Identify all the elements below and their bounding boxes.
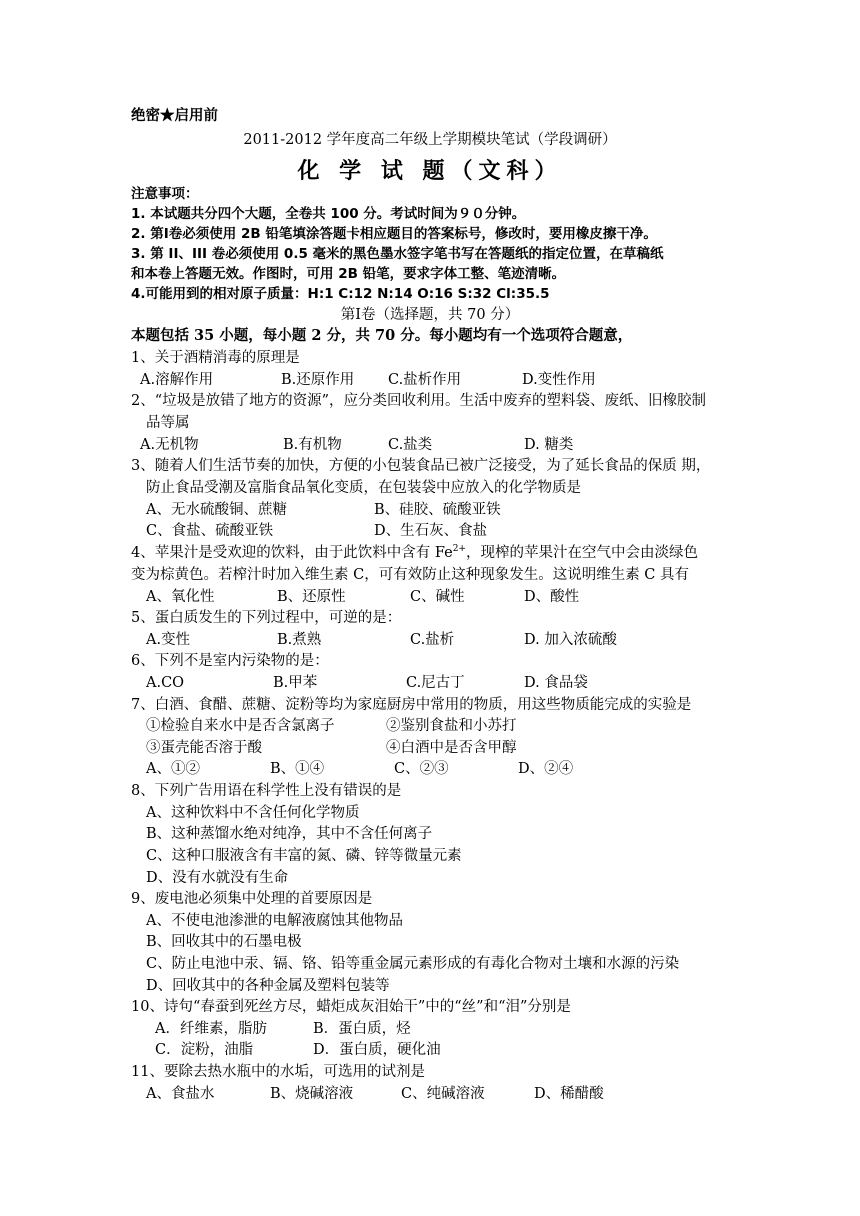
option: A、食盐水 <box>146 1086 215 1102</box>
notice-item: 3. 第 II、III 卷必须使用 0.5 毫米的黑色墨水签字笔书写在答题纸的指定位置，在草稿纸 <box>131 246 664 262</box>
option: B、①④ <box>270 761 325 777</box>
list-item: ①检验自来水中是否含氯离子 <box>146 718 335 734</box>
option: C、碱性 <box>410 589 465 605</box>
notice-item: 1. 本试题共分四个大题，全卷共 100 分。考试时间为９０分钟。 <box>131 206 526 222</box>
option: C、防止电池中汞、镉、铬、铅等重金属元素形成的有毒化合物对土壤和水源的污染 <box>146 956 680 972</box>
option: C、②③ <box>394 761 449 777</box>
stem-text: 4、苹果汁是受欢迎的饮料，由于此饮料中含有 Fe <box>131 545 453 561</box>
option: B、这种蒸馏水绝对纯净，其中不含任何离子 <box>146 826 433 842</box>
question-stem: 5、蛋白质发生的下列过程中，可逆的是： <box>131 610 402 626</box>
option: C.盐析 <box>410 632 455 648</box>
notice-item: 2. 第Ⅰ卷必须使用 2B 铅笔填涂答题卡相应题目的答案标号，修改时，要用橡皮擦干净。 <box>131 226 657 242</box>
option: C.盐类 <box>388 437 433 453</box>
option: B．蛋白质，烃 <box>313 1021 411 1037</box>
page-title: 化 学 试 题（文科） <box>297 158 563 184</box>
option: D、稀醋酸 <box>534 1086 604 1102</box>
option: A、无水硫酸铜、蔗糖 <box>146 502 287 518</box>
question-stem: 变为棕黄色。若榨汁时加入维生素 C，可有效防止这种现象发生。这说明维生素 C 具有 <box>131 567 690 583</box>
question-stem: 9、废电池必须集中处理的首要原因是 <box>131 891 373 907</box>
option: A.无机物 <box>140 437 199 453</box>
question-stem: 7、白酒、食醋、蔗糖、淀粉等均为家庭厨房中常用的物质，用这些物质能完成的实验是 <box>131 697 692 713</box>
option: D. 糖类 <box>524 437 574 453</box>
question-stem <box>131 543 698 563</box>
secret-mark: 绝密★启用前 <box>131 107 218 124</box>
option: A．纤维素，脂肪 <box>155 1021 267 1037</box>
exam-name: 2011-2012 学年度高二年级上学期模块笔试（学段调研） <box>243 132 617 148</box>
question-stem: 6、下列不是室内污染物的是： <box>131 653 329 669</box>
notice-heading: 注意事项： <box>131 186 199 202</box>
option: C.尼古丁 <box>406 675 465 691</box>
question-stem: 品等属 <box>146 415 190 431</box>
notice-item: 和本卷上答题无效。作图时，可用 2B 铅笔，要求字体工整、笔迹清晰。 <box>131 266 566 282</box>
option: D.变性作用 <box>522 372 596 388</box>
stem-text: ，现榨的苹果汁在空气中会由淡绿色 <box>465 545 698 561</box>
option: B、烧碱溶液 <box>270 1086 354 1102</box>
option: B.还原作用 <box>281 372 355 388</box>
option: B.有机物 <box>283 437 342 453</box>
option: A.溶解作用 <box>140 372 214 388</box>
option: B、还原性 <box>277 589 346 605</box>
option: B.煮熟 <box>277 632 322 648</box>
option: D、生石灰、食盐 <box>374 523 488 539</box>
option: B.甲苯 <box>273 675 318 691</box>
question-stem: 10、诗句“春蚕到死丝方尽，蜡炬成灰泪始干”中的“丝”和“泪”分别是 <box>131 999 571 1015</box>
list-item: ③蛋壳能否溶于酸 <box>146 740 262 756</box>
option: D、回收其中的各种金属及塑料包装等 <box>146 978 390 994</box>
superscript: 2+ <box>452 544 466 555</box>
option: D、酸性 <box>524 589 580 605</box>
question-stem: 防止食品受潮及富脂食品氧化变质，在包装袋中应放入的化学物质是 <box>146 480 581 496</box>
notice-item: 4.可能用到的相对原子质量：H:1 C:12 N:14 O:16 S:32 Cl:35.5 <box>131 286 550 302</box>
option: A、不使电池渗泄的电解液腐蚀其他物品 <box>146 913 403 929</box>
option: A、这种饮料中不含任何化学物质 <box>146 805 360 821</box>
list-item: ②鉴别食盐和小苏打 <box>386 718 517 734</box>
option: C、这种口服液含有丰富的氮、磷、锌等微量元素 <box>146 848 462 864</box>
option: C、食盐、硫酸亚铁 <box>146 523 274 539</box>
question-stem: 3、随着人们生活节奏的加快，方便的小包装食品已被广泛接受，为了延长食品的保质 期， <box>131 458 711 474</box>
option: C．淀粉，油脂 <box>155 1042 254 1058</box>
option: A.CO <box>146 675 185 691</box>
option: A.变性 <box>146 632 191 648</box>
question-stem: 1、关于酒精消毒的原理是 <box>131 350 300 366</box>
option: A、氧化性 <box>146 589 215 605</box>
section-title: 第Ⅰ卷（选择题，共 70 分） <box>340 307 520 323</box>
option: D. 加入浓硫酸 <box>524 632 617 648</box>
section-instructions: 本题包括 35 小题，每小题 2 分，共 70 分。每小题均有一个选项符合题意， <box>131 327 633 344</box>
option: C.盐析作用 <box>388 372 462 388</box>
option: B、硅胶、硫酸亚铁 <box>374 502 501 518</box>
option: D. 食品袋 <box>524 675 588 691</box>
option: A、①② <box>146 761 200 777</box>
option: C、纯碱溶液 <box>401 1086 485 1102</box>
option: D、没有水就没有生命 <box>146 870 289 886</box>
question-stem: 8、下列广告用语在科学性上没有错误的是 <box>131 783 402 799</box>
option: B、回收其中的石墨电极 <box>146 934 302 950</box>
option: D、②④ <box>518 761 574 777</box>
list-item: ④白酒中是否含甲醇 <box>386 740 517 756</box>
option: D．蛋白质，硬化油 <box>313 1042 441 1058</box>
question-stem: 2、“垃圾是放错了地方的资源”，应分类回收利用。生活中废弃的塑料袋、废纸、旧橡胶制 <box>131 393 707 409</box>
question-stem: 11、要除去热水瓶中的水垢，可选用的试剂是 <box>131 1064 425 1080</box>
